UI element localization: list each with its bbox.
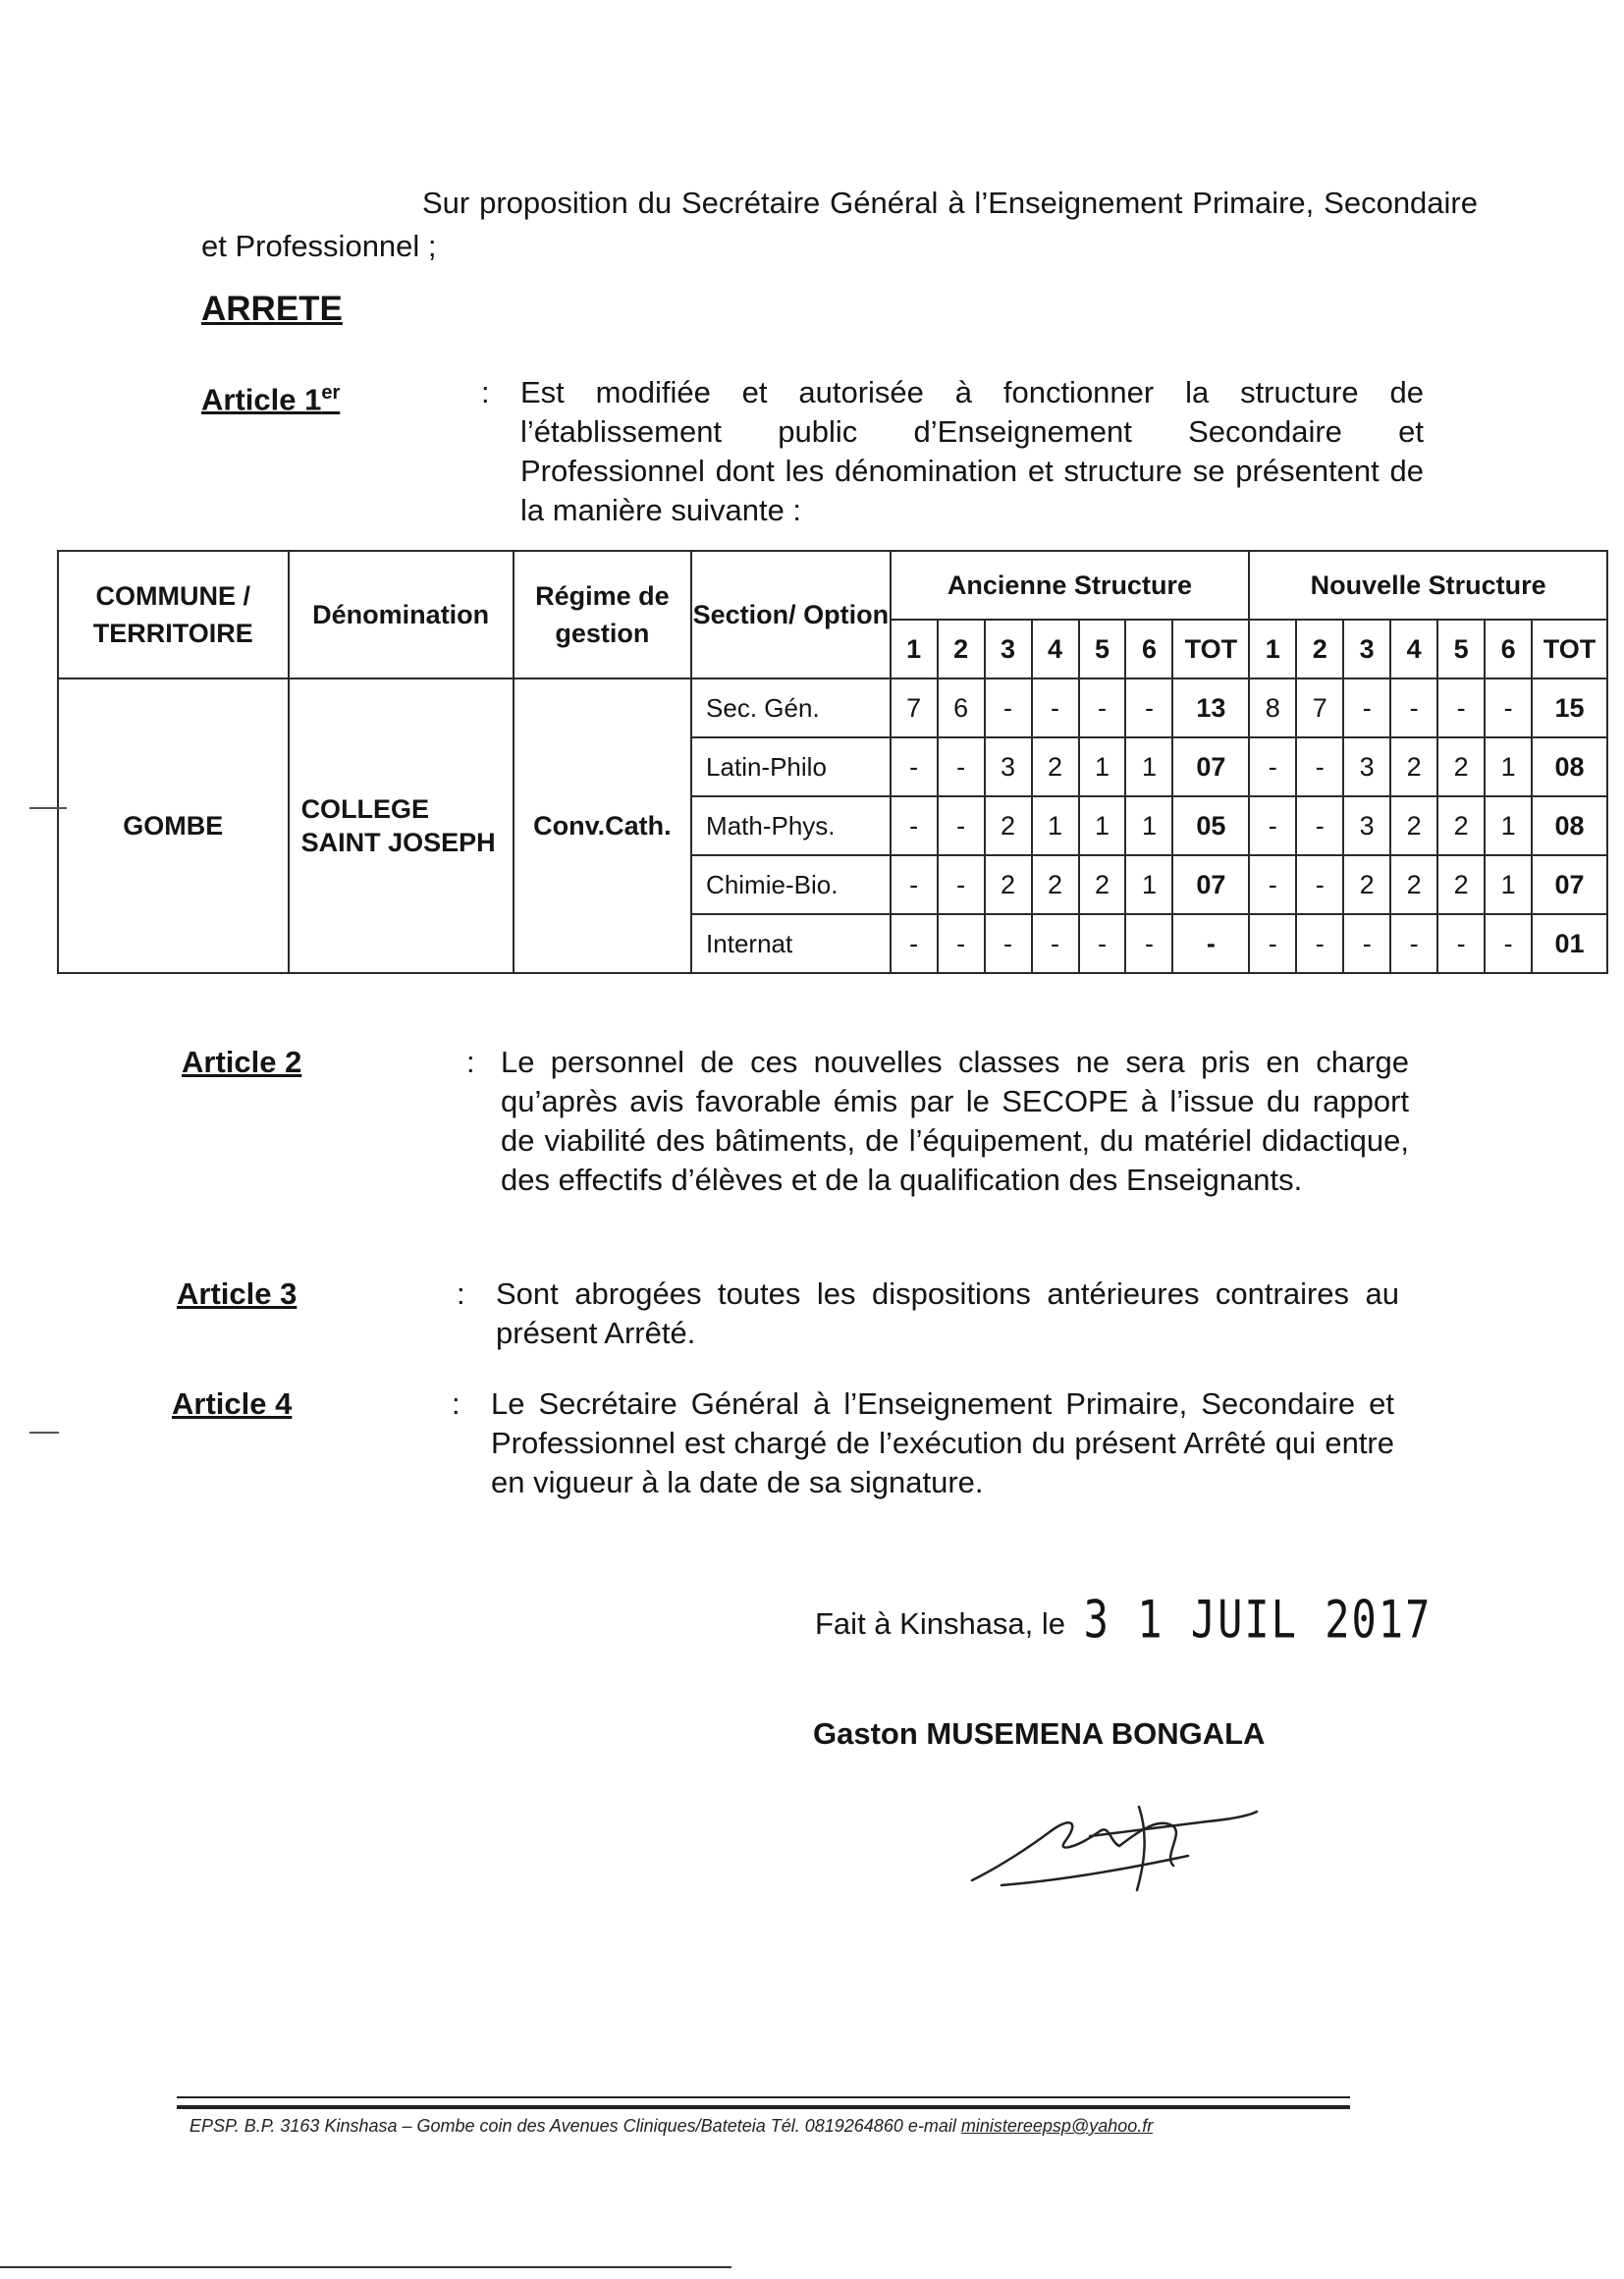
article-1 [201, 373, 1478, 540]
article-4 [172, 1384, 1448, 1512]
level-header-total: TOT [1172, 620, 1249, 678]
level-header: 4 [1032, 620, 1079, 678]
section-cell: Latin-Philo [691, 737, 891, 796]
article-colon: : [457, 1276, 465, 1311]
new-value: 2 [1390, 737, 1437, 796]
new-total: 07 [1532, 855, 1607, 914]
footer-email: ministereepsp@yahoo.fr [960, 2116, 1154, 2136]
new-value: 2 [1437, 737, 1485, 796]
new-total: 08 [1532, 737, 1607, 796]
header-ancienne-structure: Ancienne Structure [891, 551, 1250, 620]
article-label: Article 3 [177, 1276, 298, 1311]
new-value: - [1343, 678, 1390, 737]
new-value: - [1390, 678, 1437, 737]
new-value: - [1296, 855, 1343, 914]
old-value: 6 [938, 678, 985, 737]
article-colon: : [481, 375, 490, 409]
level-header: 6 [1125, 620, 1172, 678]
article-label: Article 4 [172, 1386, 293, 1421]
old-value: 3 [985, 737, 1032, 796]
new-value: 2 [1343, 855, 1390, 914]
new-total: 08 [1532, 796, 1607, 855]
old-total: 05 [1172, 796, 1249, 855]
article-colon: : [452, 1386, 460, 1421]
article-text: Est modifiée et autorisée à fonctionner la structure de l’établissement public d’Enseignement Secondaire et Professionnel dont les dénomination et structure se présentent de la manière suivante : [520, 375, 1424, 527]
new-value: 1 [1485, 796, 1532, 855]
article-label: Article 2 [182, 1045, 302, 1079]
old-total: 07 [1172, 855, 1249, 914]
level-header: 5 [1079, 620, 1126, 678]
level-header: 1 [1249, 620, 1296, 678]
old-value: - [1079, 678, 1126, 737]
new-value: - [1249, 914, 1296, 973]
new-value: 2 [1390, 855, 1437, 914]
new-value: - [1249, 737, 1296, 796]
structure-table [57, 550, 1608, 974]
intro-paragraph [201, 182, 1478, 268]
old-value: - [1079, 914, 1126, 973]
old-value: 1 [1125, 855, 1172, 914]
scan-mark [29, 807, 67, 809]
header-commune: COMMUNE / TERRITOIRE [58, 551, 289, 678]
new-total: 15 [1532, 678, 1607, 737]
level-header: 2 [1296, 620, 1343, 678]
scan-mark [29, 1432, 59, 1434]
article-3 [177, 1275, 1453, 1363]
new-value: - [1343, 914, 1390, 973]
intro-text: Sur proposition du Secrétaire Général à l’Enseignement Primaire, Secondaire et Professionnel ; [201, 186, 1478, 263]
footer-rule [177, 2096, 1350, 2109]
new-value: - [1249, 796, 1296, 855]
section-cell: Math-Phys. [691, 796, 891, 855]
old-value: - [891, 914, 938, 973]
new-value: - [1485, 678, 1532, 737]
old-value: 1 [1079, 796, 1126, 855]
article-text: Le Secrétaire Général à l’Enseignement Primaire, Secondaire et Professionnel est chargé de l’exécution du présent Arrêté qui entre en vigueur à la date de sa signature. [491, 1386, 1394, 1499]
old-value: - [1032, 678, 1079, 737]
regime-cell: Conv.Cath. [514, 678, 691, 973]
old-value: 2 [1079, 855, 1126, 914]
footer-address [189, 2116, 1153, 2137]
table-row [58, 678, 1607, 737]
signer-name: Gaston MUSEMENA BONGALA [813, 1716, 1266, 1751]
old-value: - [938, 796, 985, 855]
level-header: 5 [1437, 620, 1485, 678]
new-value: - [1390, 914, 1437, 973]
new-value: - [1437, 678, 1485, 737]
old-value: - [985, 678, 1032, 737]
date-stamp: 3 1 JUIL 2017 [1083, 1589, 1433, 1651]
level-header: 4 [1390, 620, 1437, 678]
old-value: - [1125, 914, 1172, 973]
level-header-total: TOT [1532, 620, 1607, 678]
level-header: 2 [938, 620, 985, 678]
level-header: 3 [1343, 620, 1390, 678]
new-value: 8 [1249, 678, 1296, 737]
header-section: Section/ Option [691, 551, 891, 678]
new-total: 01 [1532, 914, 1607, 973]
new-value: 1 [1485, 855, 1532, 914]
old-value: - [891, 796, 938, 855]
footer-address-text: EPSP. B.P. 3163 Kinshasa – Gombe coin des Avenues Cliniques/Bateteia Tél. 0819264860 e-mail [189, 2116, 956, 2136]
new-value: 2 [1437, 855, 1485, 914]
old-value: 2 [1032, 855, 1079, 914]
old-total: - [1172, 914, 1249, 973]
article-colon: : [466, 1045, 475, 1079]
bottom-rule [0, 2266, 731, 2268]
article-2 [182, 1043, 1458, 1249]
header-regime: Régime de gestion [514, 551, 691, 678]
header-denomination: Dénomination [289, 551, 514, 678]
old-value: - [1125, 678, 1172, 737]
new-value: 2 [1437, 796, 1485, 855]
old-value: - [938, 737, 985, 796]
new-value: 3 [1343, 737, 1390, 796]
section-cell: Sec. Gén. [691, 678, 891, 737]
old-value: - [891, 855, 938, 914]
old-value: 1 [1079, 737, 1126, 796]
section-cell: Chimie-Bio. [691, 855, 891, 914]
old-value: 1 [1125, 737, 1172, 796]
old-value: 2 [985, 855, 1032, 914]
signoff-line [815, 1589, 1433, 1651]
old-total: 07 [1172, 737, 1249, 796]
old-value: 1 [1125, 796, 1172, 855]
article-label: Article 1er [201, 382, 341, 417]
new-value: 1 [1485, 737, 1532, 796]
old-total: 13 [1172, 678, 1249, 737]
signature-scribble [962, 1787, 1276, 1905]
article-text: Le personnel de ces nouvelles classes ne sera pris en charge qu’après avis favorable émis par le SECOPE à l’issue du rapport de viabilité des bâtiments, de l’équipement, du matériel didactique, des effectifs d’élèves et de la qualification des Enseignants. [501, 1045, 1409, 1197]
section-cell: Internat [691, 914, 891, 973]
old-value: - [985, 914, 1032, 973]
old-value: 7 [891, 678, 938, 737]
old-value: - [1032, 914, 1079, 973]
new-value: - [1296, 737, 1343, 796]
old-value: 2 [1032, 737, 1079, 796]
level-header: 3 [985, 620, 1032, 678]
new-value: - [1437, 914, 1485, 973]
level-header: 6 [1485, 620, 1532, 678]
new-value: - [1485, 914, 1532, 973]
new-value: - [1296, 914, 1343, 973]
old-value: 2 [985, 796, 1032, 855]
arrete-heading: ARRETE [201, 290, 343, 328]
new-value: 3 [1343, 796, 1390, 855]
old-value: - [938, 855, 985, 914]
old-value: - [938, 914, 985, 973]
article-text: Sont abrogées toutes les dispositions antérieures contraires au présent Arrêté. [496, 1276, 1399, 1350]
signoff-place: Fait à Kinshasa, le [815, 1606, 1066, 1641]
header-nouvelle-structure: Nouvelle Structure [1249, 551, 1607, 620]
new-value: - [1249, 855, 1296, 914]
new-value: 2 [1390, 796, 1437, 855]
old-value: 1 [1032, 796, 1079, 855]
commune-cell: GOMBE [58, 678, 289, 973]
level-header: 1 [891, 620, 938, 678]
new-value: - [1296, 796, 1343, 855]
denomination-cell: COLLEGE SAINT JOSEPH [289, 678, 514, 973]
new-value: 7 [1296, 678, 1343, 737]
old-value: - [891, 737, 938, 796]
